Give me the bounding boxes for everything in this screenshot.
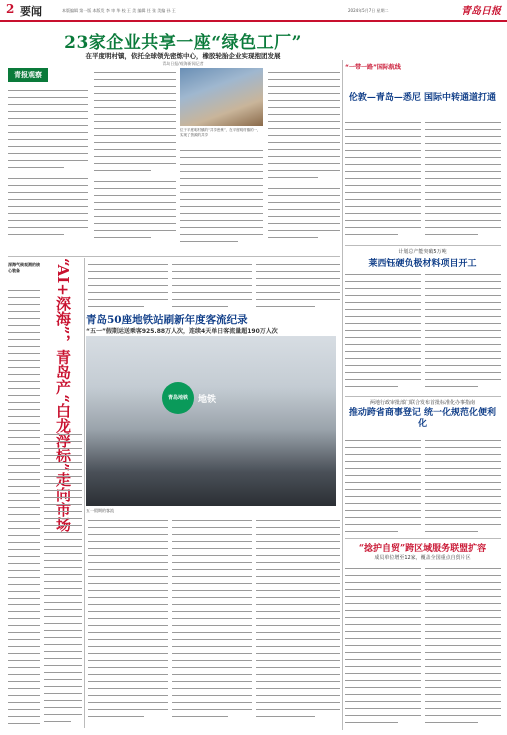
divider <box>342 60 343 730</box>
divider <box>345 538 501 539</box>
mid-upper-col-2 <box>172 260 252 308</box>
right-mid-body-col-2 <box>425 270 501 394</box>
lead-body-col-3 <box>180 146 263 254</box>
divider <box>345 245 501 246</box>
right-top-body-col-1 <box>345 118 421 244</box>
vertical-body-col-2 <box>44 430 82 726</box>
lead-headline: 23家企业共享一座“绿色工厂” <box>64 33 302 53</box>
right-bottom-subheadline: 成员单位增至12家，覆盖全国重点自贸片区 <box>374 555 471 561</box>
metro-body-col-3 <box>256 516 340 728</box>
right-mid-body-col-1 <box>345 270 421 394</box>
metro-subheadline: “五一”假期运送乘客925.88万人次，连续4天单日客流量超190万人次 <box>86 328 278 335</box>
right-top-kicker: “一带一路”国际航线 <box>345 64 401 71</box>
vertical-kicker: 深海气候观测的核心装备 <box>8 262 40 273</box>
metro-headline: 青岛50座地铁站刷新年度客流纪录 <box>86 314 248 326</box>
right-mid-kicker: 计划总产能突破5万吨 <box>398 249 447 255</box>
metro-body-col-1 <box>88 516 168 728</box>
divider <box>345 396 501 397</box>
editors-line: 本版编辑 第一版 本版发 李 审 华 校 王 美 编辑 任 张 美编 孙 王 <box>62 8 176 13</box>
right-lower-body-col-1 <box>345 436 421 536</box>
vertical-headline: “AI+深海”，青岛产“白龙浮标”走向市场 <box>54 258 72 532</box>
right-top-body-col-2 <box>425 118 501 244</box>
newspaper-logo: 青岛日报 <box>461 6 501 17</box>
metro-photo-caption: 五一假期的客流 <box>86 508 114 513</box>
mid-upper-col-1 <box>88 260 168 308</box>
mid-upper-col-3 <box>256 260 340 308</box>
masthead <box>0 0 507 22</box>
dateline: 2024年5月7日 星期二 <box>348 8 389 13</box>
right-bottom-body-col-1 <box>345 564 421 728</box>
lead-subheadline: 在平度明村镇，依托全球领先密炼中心，橡胶轮胎企业实现抱团发展 <box>85 52 281 60</box>
right-mid-headline: 莱西钰硬负极材料项目开工 <box>368 259 477 269</box>
section-name: 要闻 <box>20 5 42 18</box>
right-bottom-headline: “捻护自贸”跨区域服务联盟扩容 <box>358 544 487 554</box>
right-lower-headline: 推动跨省商事登记 统一化规范化便利化 <box>348 408 497 429</box>
lead-body-col-4 <box>268 68 340 254</box>
right-top-headline: 伦敦—青岛—悉尼 国际中转通道打通 <box>348 93 497 103</box>
right-bottom-body-col-2 <box>425 564 501 728</box>
divider <box>8 256 340 257</box>
metro-logo-icon: 青岛地铁 <box>162 382 194 414</box>
metro-sign-text: 地铁 <box>198 395 217 405</box>
vertical-body-col-1 <box>8 286 40 726</box>
page-number: 2 <box>6 2 15 16</box>
lead-photo <box>180 68 263 126</box>
vertical-kicker-box <box>8 260 40 284</box>
metro-body-col-2 <box>172 516 252 728</box>
metro-photo <box>86 336 336 506</box>
divider <box>84 258 85 728</box>
right-lower-kicker: 两地行政审批部门联合发布首批标准化办事指南 <box>369 400 475 406</box>
right-lower-body-col-2 <box>425 436 501 536</box>
column-tag: 青报观察 <box>8 68 48 82</box>
lead-byline: 青岛日报/观海新闻记者 <box>162 61 204 66</box>
lead-body-col-2 <box>94 68 176 254</box>
lead-photo-caption: 位于平度明村镇的“共享密炼”，在平度明村镇的一，实现了资源的共享 <box>180 128 261 137</box>
lead-body-col-1 <box>8 86 88 254</box>
